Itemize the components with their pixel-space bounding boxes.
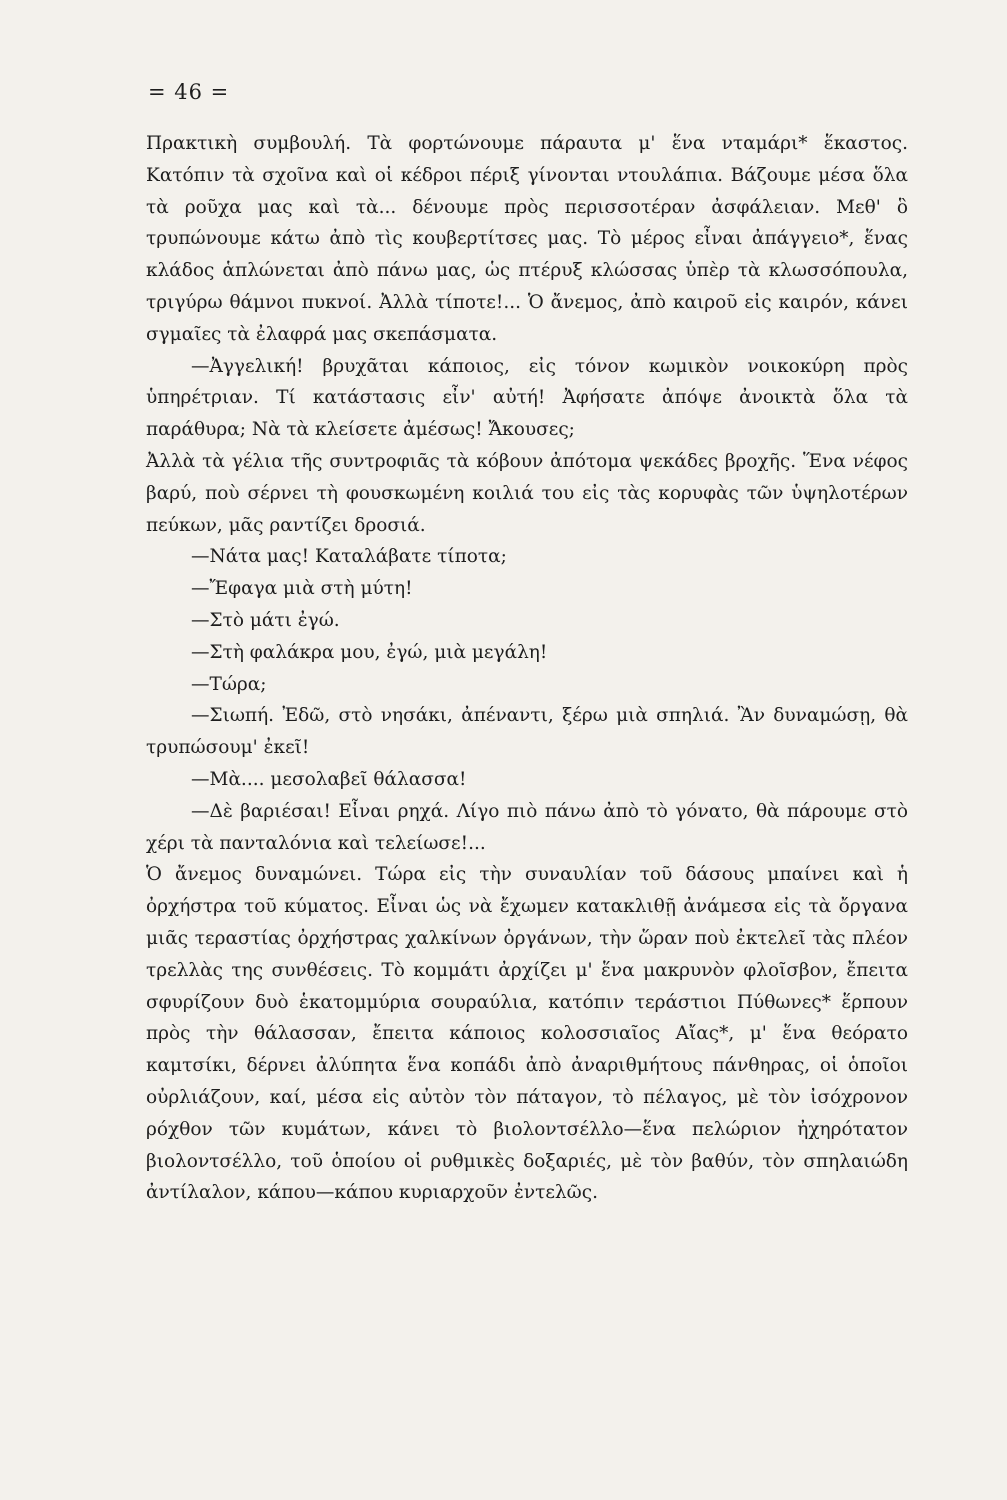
dialogue-line: —Μὰ.... μεσολαβεῖ θάλασσα! bbox=[191, 768, 467, 790]
dialogue-line: —Τώρα; bbox=[191, 673, 267, 695]
paragraph-orchestra: Ὁ ἄνεμος δυναμώνει. Τώρα εἰς τὴν συναυλίαν τοῦ δάσους μπαίνει καὶ ἡ ὀρχήστρα τοῦ κύματος. Εἶναι ὡς νὰ ἔχωμεν κατακλιθῇ ἀνάμεσα εἰς τὰ ὄργανα μιᾶς τεραστίας ὀρχήστρας χαλκίνων ὀργάνων, τὴν ὥραν ποὺ ἐκτελεῖ τὰς πλέον τρελλὰς της συνθέσεις. Τὸ κομμάτι ἀρχίζει μ' ἕνα μακρυνὸν φλοῖσβον, ἔπειτα σφυρίζουν δυὸ ἑκατομμύρια σουραύλια, κατόπιν τεράστιοι Πύθωνες* ἕρπουν πρὸς τὴν θάλασσαν, ἔπειτα κάποιος κολοσσιαῖος Αἴας*, μ' ἕνα θεόρατο καμτσίκι, δέρνει ἀλύπητα ἕνα κοπάδι ἀπὸ ἀναριθμήτους πάνθηρας, οἱ ὁποῖοι οὐρλιάζουν, καί, μέσα εἰς αὐτὸν τὸν πάταγον, τὸ πέλαγος, μὲ τὸν ἰσόχρονον ρόχθον τῶν κυμάτων, κάνει τὸ βιολοντσέλλο—ἕνα πελώριον ἠχηρότατον βιολοντσέλλο, τοῦ ὁποίου οἱ ρυθμικὲς δοξαριές, μὲ τὸν βαθύν, τὸν σπηλαιώδη ἀντίλαλον, κάπου—κάπου κυριαρχοῦν ἐντελῶς. bbox=[146, 864, 908, 1204]
dialogue-line: —Νάτα μας! Καταλάβατε τίποτα; bbox=[191, 546, 507, 568]
dialogue-line: —Δὲ βαριέσαι! Εἶναι ρηχά. Λίγο πιὸ πάνω ἀπὸ τὸ γόνατο, θὰ πάρουμε στὸ χέρι τὰ πανταλόνια καὶ τελείωσε!... bbox=[146, 800, 908, 854]
paragraph-angeliki: —Ἀγγελική! βρυχᾶται κάποιος, εἰς τόνον κωμικὸν νοικοκύρη πρὸς ὑπηρέτριαν. Τί κατάστασις εἶν' αὐτή! Ἀφήσατε ἀπόψε ἀνοικτὰ ὅλα τὰ παράθυρα; Νὰ τὰ κλείσετε ἀμέσως! Ἄκουσες; bbox=[146, 355, 908, 441]
paragraph-rain: Ἀλλὰ τὰ γέλια τῆς συντροφιᾶς τὰ κόβουν ἀπότομα ψεκάδες βροχῆς. Ἕνα νέφος βαρύ, ποὺ σέρνει τὴ φουσκωμένη κοιλιά του εἰς τὰς κορυφὰς τῶν ὑψηλοτέρων πεύκων, μᾶς ραντίζει δροσιά. bbox=[146, 450, 908, 536]
dialogue-line: —Ἔφαγα μιὰ στὴ μύτη! bbox=[191, 578, 413, 600]
dialogue-line: —Σιωπή. Ἐδῶ, στὸ νησάκι, ἀπέναντι, ξέρω μιὰ σπηλιά. Ἂν δυναμώσῃ, θὰ τρυπώσουμ' ἐκεῖ! bbox=[146, 705, 908, 759]
body-text bbox=[146, 128, 908, 1209]
page-number: = 46 = bbox=[148, 80, 230, 104]
dialogue-line: —Στὴ φαλάκρα μου, ἐγώ, μιὰ μεγάλη! bbox=[191, 641, 548, 663]
paragraph-advice: Πρακτικὴ συμβουλή. Τὰ φορτώνουμε πάραυτα μ' ἕνα νταμάρι* ἕκαστος. Κατόπιν τὰ σχοῖνα καὶ οἱ κέδροι πέριξ γίνονται ντουλάπια. Βάζουμε μέσα ὅλα τὰ ροῦχα μας καὶ τὰ... δένουμε πρὸς περισσοτέραν ἀσφάλειαν. Μεθ' ὃ τρυπώνουμε κάτω ἀπὸ τὶς κουβερτίτσες μας. Τὸ μέρος εἶναι ἀπάγγειο*, ἕνας κλάδος ἁπλώνεται ἀπὸ πάνω μας, ὡς πτέρυξ κλώσσας ὑπὲρ τὰ κλωσσόπουλα, τριγύρω θάμνοι πυκνοί. Ἀλλὰ τίποτε!... Ὁ ἄνεμος, ἀπὸ καιροῦ εἰς καιρόν, κάνει σγμαῖες τὰ ἐλαφρά μας σκεπάσματα. bbox=[146, 133, 908, 345]
dialogue-line: —Στὸ μάτι ἐγώ. bbox=[191, 609, 340, 631]
